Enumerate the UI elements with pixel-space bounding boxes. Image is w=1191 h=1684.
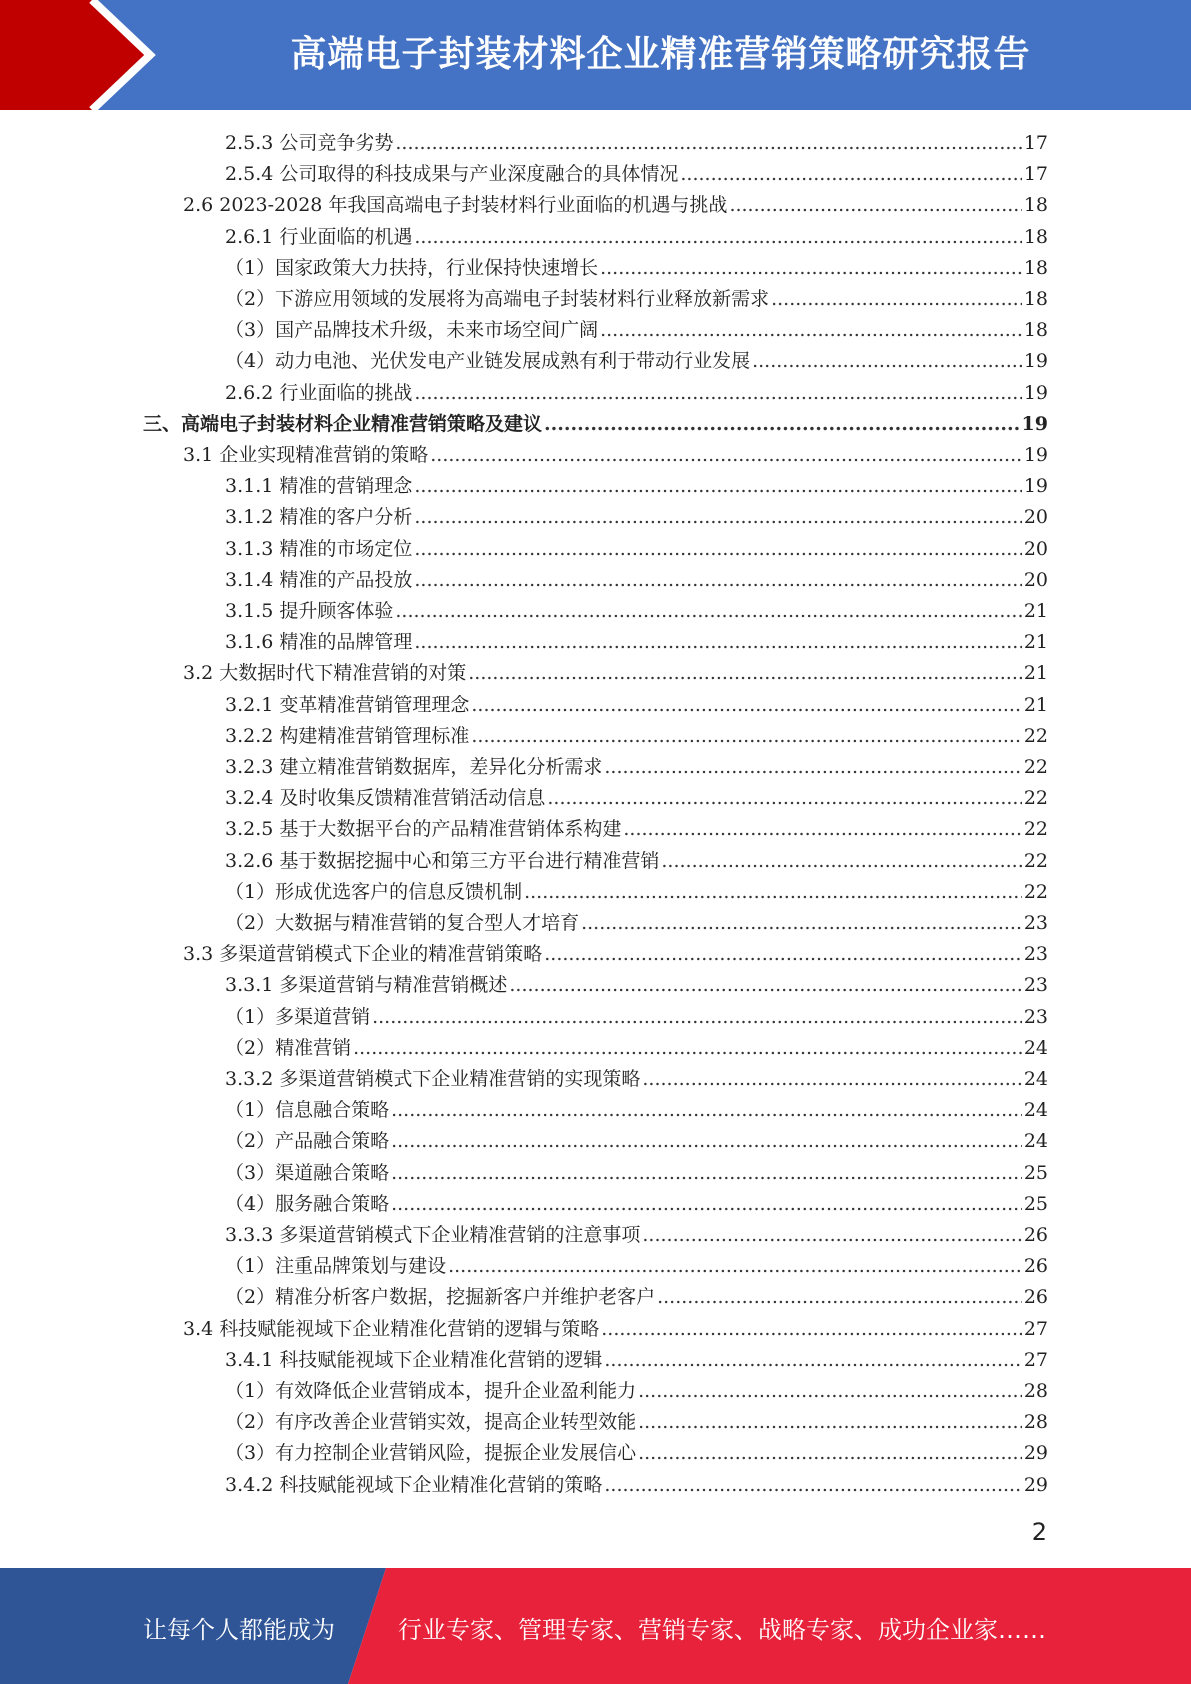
toc-dot-leader	[471, 690, 1021, 721]
toc-dot-leader	[414, 627, 1021, 658]
toc-entry-title: 3.1 企业实现精准营销的策略	[183, 444, 429, 466]
toc-entry[interactable]	[225, 1158, 1048, 1189]
toc-dot-leader	[414, 222, 1021, 253]
toc-dot-leader	[771, 284, 1022, 315]
toc-entry-title: 3.1.2 精准的客户分析	[225, 506, 413, 529]
toc-entry-title: 3.1.1 精准的营销理念	[225, 475, 413, 498]
toc-entry-page: 22	[1023, 724, 1048, 747]
toc-entry-title: 3.1.4 精准的产品投放	[225, 568, 413, 591]
toc-entry[interactable]	[225, 1282, 1048, 1313]
toc-entry-page: 25	[1023, 1161, 1048, 1184]
toc-entry[interactable]	[225, 1002, 1048, 1033]
toc-entry-title: （3）国产品牌技术升级，未来市场空间广阔	[225, 319, 599, 342]
toc-dot-leader	[729, 190, 1021, 221]
toc-dot-leader	[600, 253, 1022, 284]
toc-entry-page: 18	[1023, 256, 1048, 279]
toc-entry-page: 20	[1023, 506, 1048, 529]
toc-dot-leader	[638, 1438, 1022, 1469]
toc-entry-title: 3.2.4 及时收集反馈精准营销活动信息	[225, 787, 546, 810]
toc-dot-leader	[509, 970, 1021, 1001]
toc-entry[interactable]	[225, 1251, 1048, 1282]
toc-entry-title: （2）产品融合策略	[225, 1130, 390, 1153]
toc-dot-leader	[604, 1345, 1021, 1376]
toc-entry-title: 3.2.3 建立精准营销数据库，差异化分析需求	[225, 756, 603, 778]
toc-entry-title: 3.2 大数据时代下精准营销的对策	[183, 662, 467, 685]
toc-entry-page: 17	[1023, 163, 1048, 186]
toc-dot-leader	[414, 502, 1021, 533]
toc-entry-title: 2.6.1 行业面临的机遇	[225, 225, 413, 248]
toc-entry[interactable]	[225, 1189, 1048, 1220]
toc-entry-page: 18	[1023, 319, 1048, 342]
toc-dot-leader	[642, 1220, 1021, 1251]
toc-entry-title: 3.4.2 科技赋能视域下企业精准化营销的策略	[225, 1473, 603, 1496]
toc-dot-leader	[604, 752, 1021, 783]
toc-entry-title: （1）信息融合策略	[225, 1099, 390, 1122]
toc-dot-leader	[372, 1002, 1022, 1033]
toc-entry-title: （1）形成优选客户的信息反馈机制	[225, 880, 523, 903]
toc-entry-page: 24	[1023, 1068, 1048, 1090]
toc-entry[interactable]	[225, 721, 1048, 752]
toc-entry[interactable]	[225, 783, 1048, 814]
toc-entry-page: 19	[1023, 381, 1048, 404]
toc-entry-title: （1）注重品牌策划与建设	[225, 1255, 447, 1278]
toc-entry-page: 22	[1023, 849, 1048, 872]
toc-dot-leader	[471, 721, 1021, 752]
toc-entry-title: （1）多渠道营销	[225, 1005, 371, 1028]
toc-dot-leader	[391, 1126, 1022, 1157]
toc-entry-page: 20	[1023, 537, 1048, 560]
toc-dot-leader	[600, 315, 1022, 346]
toc-dot-leader	[638, 1407, 1022, 1438]
toc-entry-title: 3.1.5 提升顾客体验	[225, 600, 394, 622]
toc-entry[interactable]	[225, 627, 1048, 658]
toc-entry[interactable]	[225, 690, 1048, 721]
toc-entry-page: 23	[1023, 974, 1048, 997]
toc-dot-leader	[430, 440, 1022, 471]
toc-entry-page: 22	[1023, 880, 1048, 903]
toc-entry-page: 29	[1023, 1442, 1048, 1465]
toc-entry[interactable]	[225, 970, 1048, 1001]
page-number: 2	[1031, 1518, 1047, 1546]
toc-entry-title: （1）有效降低企业营销成本，提升企业盈利能力	[225, 1380, 637, 1402]
toc-entry-page: 26	[1023, 1286, 1048, 1309]
toc-entry-title: （3）有力控制企业营销风险，提振企业发展信心	[225, 1442, 637, 1465]
toc-entry-title: （2）精准分析客户数据，挖掘新客户并维护老客户	[225, 1286, 656, 1309]
toc-entry-page: 23	[1023, 1005, 1048, 1028]
toc-entry-title: 2.5.3 公司竞争劣势	[225, 132, 394, 154]
toc-entry[interactable]	[225, 471, 1048, 502]
toc-dot-leader	[601, 1314, 1022, 1345]
toc-entry-title: 三、高端电子封装材料企业精准营销策略及建议	[143, 412, 543, 435]
toc-dot-leader	[395, 596, 1021, 627]
toc-entry[interactable]	[225, 1407, 1048, 1438]
toc-entry[interactable]	[225, 877, 1048, 908]
toc-dot-leader	[395, 128, 1021, 159]
toc-entry-title: 3.3.2 多渠道营销模式下企业精准营销的实现策略	[225, 1068, 641, 1090]
toc-entry-title: 3.1.3 精准的市场定位	[225, 537, 413, 560]
toc-entry-title: （2）有序改善企业营销实效，提高企业转型效能	[225, 1411, 637, 1434]
toc-entry-page: 26	[1023, 1224, 1048, 1246]
toc-entry-title: 3.3.1 多渠道营销与精准营销概述	[225, 974, 508, 997]
toc-dot-leader	[638, 1376, 1022, 1407]
toc-entry[interactable]	[225, 253, 1048, 284]
toc-entry-page: 17	[1023, 132, 1048, 154]
toc-entry-page: 29	[1023, 1473, 1048, 1496]
toc-entry-title: （3）渠道融合策略	[225, 1161, 390, 1184]
toc-entry[interactable]	[225, 752, 1048, 783]
toc-entry-page: 24	[1023, 1130, 1048, 1153]
footer-slogan-left: 让每个人都能成为	[143, 1616, 335, 1644]
toc-dot-leader	[604, 1470, 1021, 1501]
toc-dot-leader	[353, 1033, 1022, 1064]
toc-entry-title: 3.2.2 构建精准营销管理标准	[225, 724, 470, 747]
toc-entry-page: 28	[1023, 1380, 1048, 1402]
toc-dot-leader	[657, 1282, 1022, 1313]
toc-entry-page: 21	[1023, 662, 1048, 685]
toc-entry-title: 3.2.6 基于数据挖掘中心和第三方平台进行精准营销	[225, 849, 660, 872]
toc-entry-page: 24	[1023, 1099, 1048, 1122]
toc-entry[interactable]	[225, 284, 1048, 315]
toc-entry-title: 3.4 科技赋能视域下企业精准化营销的逻辑与策略	[183, 1317, 600, 1340]
toc-entry[interactable]	[225, 908, 1048, 939]
toc-entry[interactable]	[225, 534, 1048, 565]
toc-dot-leader	[680, 159, 1021, 190]
toc-entry-title: 3.3 多渠道营销模式下企业的精准营销策略	[183, 943, 543, 966]
toc-dot-leader	[391, 1095, 1022, 1126]
toc-entry[interactable]	[143, 409, 1048, 440]
toc-entry-page: 21	[1023, 631, 1048, 654]
toc-entry[interactable]	[225, 315, 1048, 346]
toc-dot-leader	[391, 1158, 1022, 1189]
toc-entry[interactable]	[225, 222, 1048, 253]
toc-entry-page: 26	[1023, 1255, 1048, 1278]
toc-entry-page: 18	[1023, 225, 1048, 248]
toc-entry-page: 28	[1023, 1411, 1048, 1434]
toc-entry-title: （2）大数据与精准营销的复合型人才培育	[225, 912, 580, 934]
toc-dot-leader	[468, 658, 1022, 689]
toc-entry-page: 19	[1023, 350, 1048, 373]
toc-entry[interactable]	[183, 658, 1048, 689]
toc-entry[interactable]	[225, 814, 1048, 845]
toc-entry[interactable]	[225, 596, 1048, 627]
toc-entry[interactable]	[225, 128, 1048, 159]
toc-entry[interactable]	[225, 1064, 1048, 1095]
toc-entry[interactable]	[225, 1376, 1048, 1407]
toc-entry[interactable]	[183, 939, 1048, 970]
toc-entry-page: 23	[1023, 943, 1048, 966]
toc-entry[interactable]	[225, 378, 1048, 409]
toc-dot-leader	[414, 565, 1021, 596]
toc-entry-title: 3.2.1 变革精准营销管理理念	[225, 693, 470, 716]
toc-entry-title: （2）精准营销	[225, 1036, 352, 1059]
toc-dot-leader	[414, 378, 1021, 409]
toc-dot-leader	[661, 846, 1021, 877]
page-header	[0, 0, 1191, 110]
toc-dot-leader	[414, 471, 1021, 502]
toc-entry[interactable]	[225, 1470, 1048, 1501]
toc-entry-title: （4）服务融合策略	[225, 1192, 390, 1215]
toc-entry-page: 19	[1023, 444, 1048, 466]
toc-entry-page: 22	[1023, 818, 1048, 841]
toc-dot-leader	[642, 1064, 1021, 1095]
toc-entry-page: 22	[1023, 787, 1048, 810]
toc-entry-page: 19	[1023, 475, 1048, 498]
toc-entry-title: 3.3.3 多渠道营销模式下企业精准营销的注意事项	[225, 1224, 641, 1246]
toc-entry[interactable]	[225, 159, 1048, 190]
toc-entry[interactable]	[225, 1220, 1048, 1251]
toc-entry-title: （1）国家政策大力扶持，行业保持快速增长	[225, 256, 599, 279]
toc-entry-page: 18	[1023, 194, 1048, 217]
toc-entry[interactable]	[183, 440, 1048, 471]
toc-entry-page: 21	[1023, 693, 1048, 716]
toc-dot-leader	[547, 783, 1021, 814]
toc-entry[interactable]	[225, 1095, 1048, 1126]
toc-entry-page: 18	[1023, 288, 1048, 310]
toc-entry-page: 20	[1023, 568, 1048, 591]
toc-entry[interactable]	[225, 1033, 1048, 1064]
toc-entry-page: 21	[1023, 600, 1048, 622]
toc-entry-title: （4）动力电池、光伏发电产业链发展成熟有利于带动行业发展	[225, 350, 751, 373]
toc-entry-page: 27	[1023, 1317, 1048, 1340]
toc-entry[interactable]	[183, 1314, 1048, 1345]
toc-dot-leader	[752, 346, 1022, 377]
page-footer	[0, 1568, 1191, 1684]
toc-entry-title: 2.6.2 行业面临的挑战	[225, 381, 413, 404]
toc-entry[interactable]	[225, 1126, 1048, 1157]
toc-entry-page: 23	[1023, 912, 1048, 934]
toc-entry-page: 25	[1023, 1192, 1048, 1215]
toc-dot-leader	[544, 409, 1020, 440]
toc-entry[interactable]	[225, 846, 1048, 877]
footer-slogan-right: 行业专家、管理专家、营销专家、战略专家、成功企业家……	[398, 1616, 1046, 1644]
toc-dot-leader	[391, 1189, 1022, 1220]
toc-entry-title: （2）下游应用领域的发展将为高端电子封装材料行业释放新需求	[225, 288, 770, 310]
toc-entry-page: 24	[1023, 1036, 1048, 1059]
report-title: 高端电子封装材料企业精准营销策略研究报告	[290, 34, 1031, 75]
toc-entry[interactable]	[225, 565, 1048, 596]
toc-dot-leader	[581, 908, 1022, 939]
toc-entry[interactable]	[225, 1345, 1048, 1376]
toc-dot-leader	[448, 1251, 1022, 1282]
toc-dot-leader	[544, 939, 1022, 970]
toc-entry-title: 2.6 2023-2028 年我国高端电子封装材料行业面临的机遇与挑战	[183, 194, 728, 217]
toc-entry-title: 2.5.4 公司取得的科技成果与产业深度融合的具体情况	[225, 163, 679, 186]
toc-dot-leader	[524, 877, 1022, 908]
toc-entry-title: 3.2.5 基于大数据平台的产品精准营销体系构建	[225, 818, 622, 841]
toc-entry-page: 22	[1023, 756, 1048, 778]
toc-dot-leader	[623, 814, 1021, 845]
toc-entry-page: 27	[1023, 1348, 1048, 1371]
toc-dot-leader	[414, 534, 1021, 565]
toc-entry[interactable]	[225, 502, 1048, 533]
toc-entry-title: 3.1.6 精准的品牌管理	[225, 631, 413, 654]
toc-entry[interactable]	[183, 190, 1048, 221]
toc-entry[interactable]	[225, 1438, 1048, 1469]
toc-entry[interactable]	[225, 346, 1048, 377]
toc-entry-page: 19	[1021, 412, 1048, 435]
toc-entry-title: 3.4.1 科技赋能视域下企业精准化营销的逻辑	[225, 1348, 603, 1371]
